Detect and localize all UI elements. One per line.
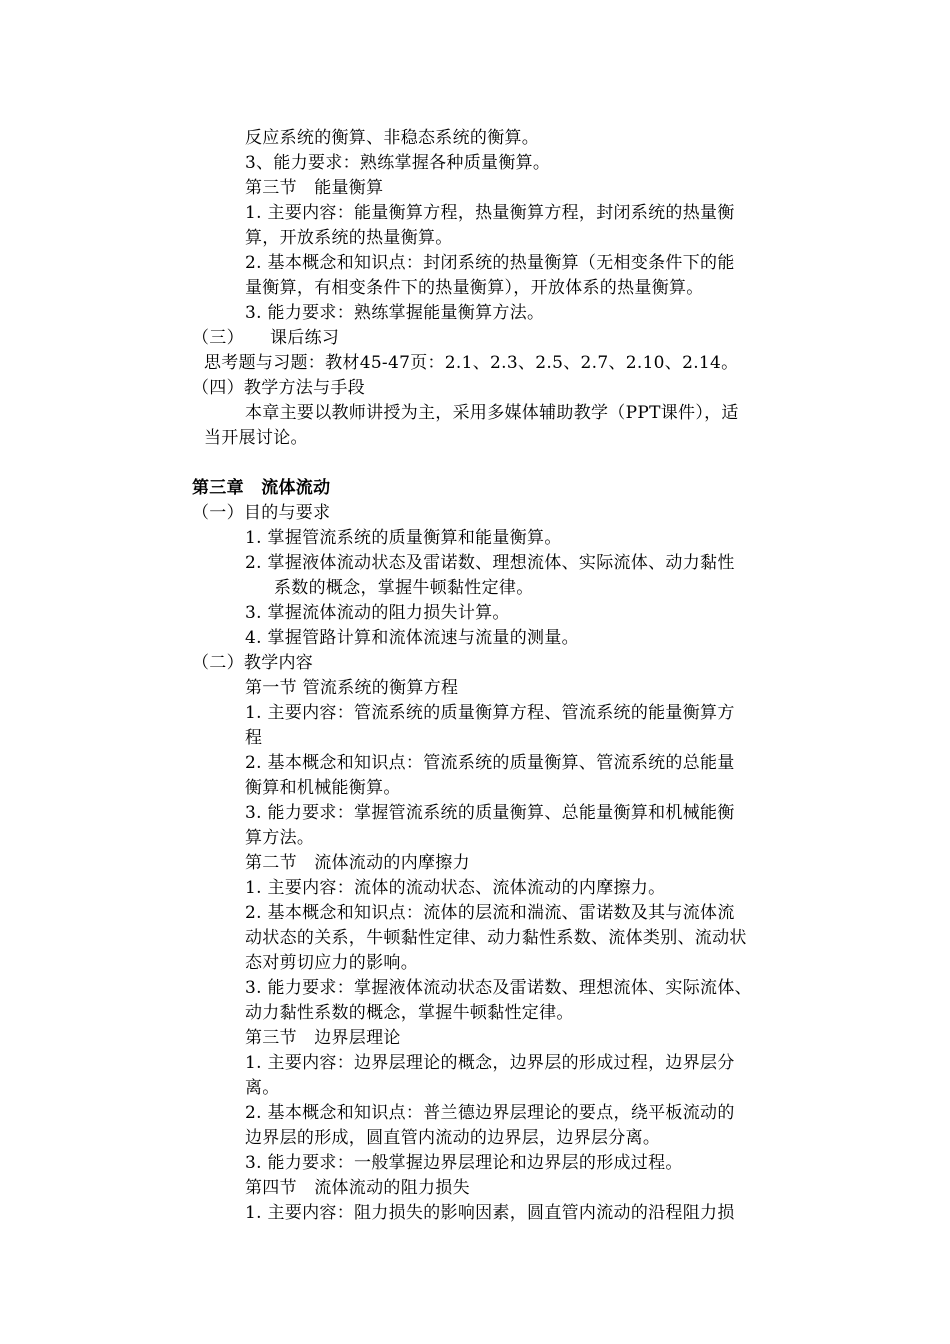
section-heading: 第一节 管流系统的衡算方程	[245, 678, 459, 698]
list-item: 3. 掌握流体流动的阻力损失计算。	[245, 603, 510, 623]
text-line: 1. 主要内容：流体的流动状态、流体流动的内摩擦力。	[245, 878, 666, 898]
text-line: 动状态的关系，牛顿黏性定律、动力黏性系数、流体类别、流动状	[245, 928, 747, 948]
text-line: 算，开放系统的热量衡算。	[245, 228, 453, 248]
text-line: 思考题与习题：教材45-47页：2.1、2.3、2.5、2.7、2.10、2.14。	[204, 353, 739, 373]
text-line: 算方法。	[245, 828, 315, 848]
text-line: 动力黏性系数的概念，掌握牛顿黏性定律。	[245, 1003, 574, 1023]
list-item-continuation: 系数的概念，掌握牛顿黏性定律。	[274, 578, 534, 598]
text-line: 3. 能力要求：掌握管流系统的质量衡算、总能量衡算和机械能衡	[245, 803, 735, 823]
list-item: 4. 掌握管路计算和流体流速与流量的测量。	[245, 628, 579, 648]
text-line: 离。	[245, 1078, 280, 1098]
text-line: 3. 能力要求：一般掌握边界层理论和边界层的形成过程。	[245, 1153, 683, 1173]
text-line: 当开展讨论。	[204, 428, 308, 448]
list-item: 1. 掌握管流系统的质量衡算和能量衡算。	[245, 528, 562, 548]
text-line: 程	[245, 728, 263, 748]
subsection-heading: （三） 课后练习	[192, 328, 340, 348]
text-line: 3. 能力要求：掌握液体流动状态及雷诺数、理想流体、实际流体、	[245, 978, 752, 998]
text-line: 1. 主要内容：边界层理论的概念，边界层的形成过程，边界层分	[245, 1053, 735, 1073]
text-line: 态对剪切应力的影响。	[245, 953, 418, 973]
text-line: 2. 基本概念和知识点：普兰德边界层理论的要点，绕平板流动的	[245, 1103, 735, 1123]
text-line: 本章主要以教师讲授为主，采用多媒体辅助教学（PPT课件），适	[245, 403, 739, 423]
text-line: 1. 主要内容：阻力损失的影响因素，圆直管内流动的沿程阻力损	[245, 1203, 735, 1223]
text-line: 反应系统的衡算、非稳态系统的衡算。	[245, 128, 540, 148]
text-line: 1. 主要内容：能量衡算方程，热量衡算方程，封闭系统的热量衡	[245, 203, 735, 223]
text-line: 2. 基本概念和知识点：管流系统的质量衡算、管流系统的总能量	[245, 753, 735, 773]
list-item: 2. 掌握液体流动状态及雷诺数、理想流体、实际流体、动力黏性	[245, 553, 735, 573]
text-line: 3、能力要求：熟练掌握各种质量衡算。	[245, 153, 551, 173]
text-line: 3. 能力要求：熟练掌握能量衡算方法。	[245, 303, 545, 323]
text-line: 边界层的形成，圆直管内流动的边界层，边界层分离。	[245, 1128, 661, 1148]
section-heading: 第三节 能量衡算	[245, 178, 384, 198]
text-line: 2. 基本概念和知识点：流体的层流和湍流、雷诺数及其与流体流	[245, 903, 735, 923]
section-heading: 第二节 流体流动的内摩擦力	[245, 853, 470, 873]
subsection-heading: （二）教学内容	[192, 653, 314, 673]
text-line: 2. 基本概念和知识点：封闭系统的热量衡算（无相变条件下的能	[245, 253, 735, 273]
section-heading: 第四节 流体流动的阻力损失	[245, 1178, 470, 1198]
text-line: 量衡算，有相变条件下的热量衡算），开放体系的热量衡算。	[245, 278, 704, 298]
subsection-heading: （四）教学方法与手段	[192, 378, 365, 398]
subsection-heading: （一）目的与要求	[192, 503, 331, 523]
section-heading: 第三节 边界层理论	[245, 1028, 401, 1048]
text-line: 1. 主要内容：管流系统的质量衡算方程、管流系统的能量衡算方	[245, 703, 735, 723]
chapter-heading: 第三章 流体流动	[192, 478, 331, 498]
text-line: 衡算和机械能衡算。	[245, 778, 401, 798]
